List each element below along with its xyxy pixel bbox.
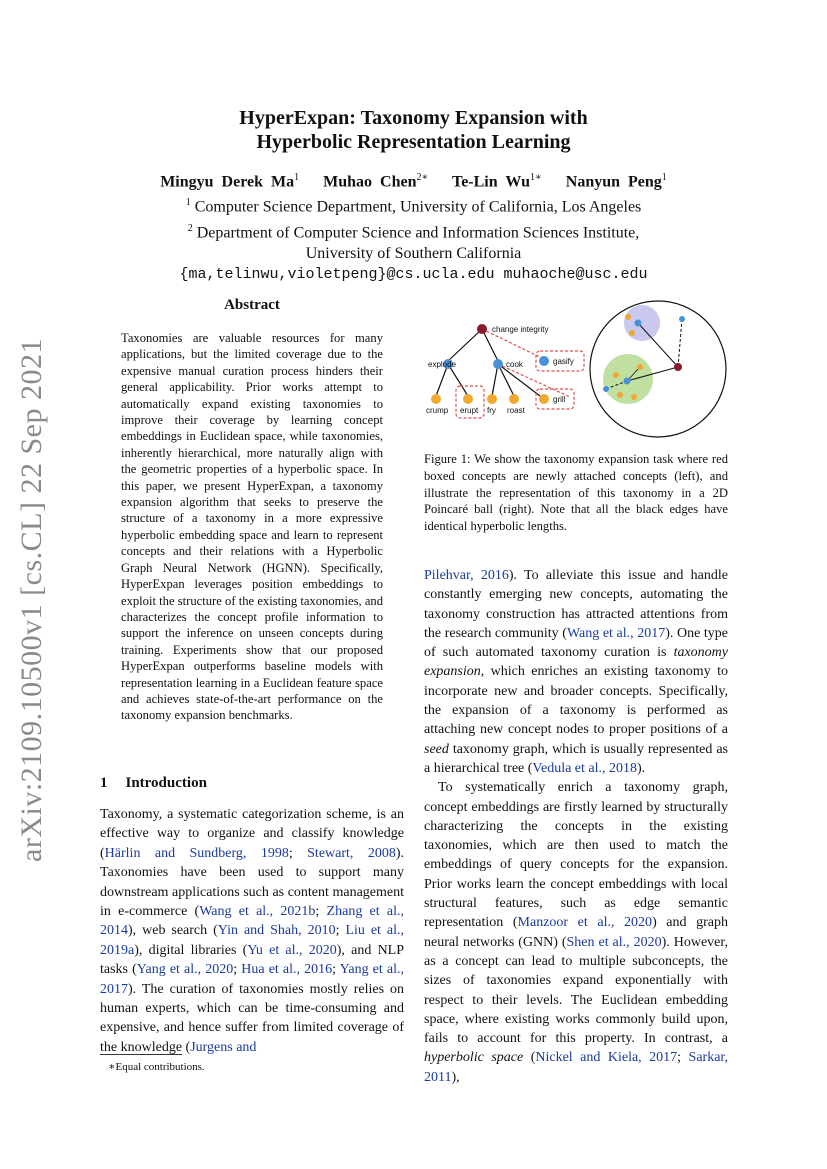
- label-root: change integrity: [492, 325, 549, 334]
- author-3: Te-Lin Wu: [452, 173, 530, 191]
- emphasis: seed: [424, 741, 449, 757]
- intro-text: ). Taxonomies have been used to support many downstream applications such as content management in e-commerce (: [100, 845, 404, 920]
- section-title: Introduction: [125, 775, 207, 791]
- citation-link[interactable]: Wang et al., 2021b: [199, 904, 316, 920]
- emphasis: hyperbolic space: [424, 1050, 524, 1066]
- body-text: ;: [677, 1050, 689, 1066]
- author-1: Mingyu Derek Ma: [160, 173, 295, 191]
- citation-link[interactable]: Yu et al., 2020: [247, 942, 337, 958]
- citation-link[interactable]: Yin and Shah, 2010: [217, 923, 336, 939]
- body-text: ) and graph neural networks (GNN) (: [424, 915, 728, 950]
- new-edges: [456, 329, 584, 418]
- ball-root-node: [674, 363, 682, 371]
- intro-text: ), digital libraries (: [134, 942, 248, 958]
- body-text: ). One type of such automated taxonomy curation is: [424, 625, 729, 661]
- abstract-heading: Abstract: [224, 297, 280, 313]
- ball-leaf: [631, 394, 637, 400]
- author-emails: {ma,telinwu,violetpeng}@cs.ucla.edu muhaoche@usc.edu: [179, 265, 648, 283]
- intro-text: Taxonomy, a systematic categorization scheme, is an effective way to organize and classify knowledge (: [100, 807, 404, 861]
- intro-text: ;: [288, 845, 308, 861]
- author-4-sup: 1: [661, 172, 667, 183]
- body-text: ).: [637, 760, 646, 776]
- poincare-ball: [590, 301, 726, 437]
- ball-node: [624, 378, 631, 385]
- label-gasify: gasify: [553, 357, 574, 366]
- emphasis: taxonomy expansion: [424, 645, 728, 680]
- root-node: [477, 324, 487, 334]
- citation-link[interactable]: Stewart, 2008: [307, 845, 396, 861]
- citation-link[interactable]: Hua et al., 2016: [241, 962, 333, 978]
- body-text: taxonomy graph, which is usually represented as a hierarchical tree (: [424, 741, 728, 776]
- node-grill: [539, 394, 549, 404]
- right-paragraph-2: [424, 778, 728, 1087]
- intro-text: ). The curation of taxonomies mostly relies on human experts, which can be time-consuming and expensive, and hence suffer from limited coverage of the knowledge (: [100, 981, 404, 1055]
- body-text: ). To alleviate this issue and handle constantly emerging new concepts, automating the taxonomy construction has attracted attentions from the research community (: [424, 568, 728, 641]
- label-erupt: erupt: [460, 406, 479, 415]
- arxiv-identifier: [4, 338, 60, 862]
- citation-link[interactable]: Härlin and Sundberg, 1998: [104, 845, 289, 861]
- figure-caption: Figure 1: We show the taxonomy expansion task where red boxed concepts are newly attached concepts (left), and illustrate the representation of this taxonomy in a 2D Poincaré ball (right). Note that all the black edges have identical hyperbolic lengths.: [424, 452, 728, 534]
- ball-leaf: [625, 314, 631, 320]
- intro-paragraph: [100, 805, 404, 1057]
- intro-text: ;: [332, 962, 340, 978]
- taxonomy-figure: [420, 295, 730, 445]
- section-number: 1: [100, 775, 108, 791]
- section-heading: [100, 775, 225, 792]
- intro-text: ;: [335, 923, 346, 939]
- label-fry: fry: [487, 406, 496, 415]
- node-gasify: [539, 356, 549, 366]
- node-crump: [431, 394, 441, 404]
- right-paragraph-1: [424, 566, 728, 778]
- citation-link[interactable]: Pilehvar, 2016: [424, 568, 509, 583]
- body-text: (: [523, 1050, 536, 1066]
- arxiv-id-text: arXiv:2109.10500v1 [cs.CL] 22 Sep 2021: [15, 338, 48, 862]
- ball-node: [635, 320, 642, 327]
- ball-leaf: [637, 364, 643, 370]
- body-text: ),: [451, 1069, 460, 1085]
- label-crump: crump: [426, 406, 449, 415]
- citation-link[interactable]: Zhang et al., 2014: [100, 904, 404, 939]
- node-erupt: [463, 394, 473, 404]
- ball-node: [679, 316, 685, 322]
- citation-link[interactable]: Wang et al., 2017: [566, 625, 666, 641]
- citation-link[interactable]: Yang et al., 2017: [100, 962, 404, 997]
- intro-text: ;: [233, 962, 242, 978]
- affiliation-1-sup: 1: [185, 197, 191, 209]
- intro-text: ;: [315, 904, 327, 920]
- body-text: ). However, as a concept can lead to multiple subconcepts, the sizes of taxonomies expand exponentially with respect to their levels. The Euclidean embedding space, where existing works commonly build upon, fails to account for this property. In contrast, a: [424, 934, 728, 1047]
- affiliation-2-university: University of Southern California: [305, 244, 522, 262]
- abstract-body: Taxonomies are valuable resources for many applications, but the limited coverage due to the expensive manual curation process hinders their general applicability. Prior works attempt to automatically expand existing taxonomies to improve their coverage by learning concept embeddings in Euclidean space, while taxonomies, inherently hierarchical, more naturally align with the geometric properties of a hyperbolic space. In this paper, we present HyperExpan, a taxonomy expansion algorithm that seeks to preserve the structure of a taxonomy in a more expressive hyperbolic embedding space and learn to represent concepts and their relations with a Hyperbolic Graph Neural Network (HGNN). Specifically, HyperExpan leverages position embeddings to exploit the structure of the existing taxonomies, and characterizes the concept profile information to support the inference on unseen concepts during training. Experiments show that our proposed HyperExpan outperforms baseline models with representation learning in a Euclidean feature space and achieves state-of-the-art performance on the taxonomy expansion benchmarks.: [121, 331, 383, 723]
- affiliation-2-text: Department of Computer Science and Information Sciences Institute,: [196, 223, 640, 241]
- author-names: [100, 167, 727, 192]
- author-2: Muhao Chen: [323, 173, 417, 191]
- body-text: , which enriches an existing taxonomy to incorporate new and broader concepts. Specifically, the expansion of a taxonomy is performed as attaching new concept nodes to proper positions of a: [424, 664, 728, 738]
- footnote-rule: [100, 1054, 182, 1055]
- paper-title: [100, 106, 727, 154]
- footnote: ∗Equal contributions.: [108, 1061, 205, 1073]
- title-line-2: Hyperbolic Representation Learning: [256, 131, 571, 153]
- label-explode: explode: [428, 360, 457, 369]
- citation-link[interactable]: Jurgens and: [190, 1039, 257, 1055]
- label-cook: cook: [506, 360, 523, 369]
- citation-link[interactable]: Nickel and Kiela, 2017: [535, 1050, 678, 1066]
- ball-leaf: [617, 392, 623, 398]
- author-block: [100, 167, 727, 285]
- citation-link[interactable]: Yang et al., 2020: [136, 962, 234, 978]
- node-roast: [509, 394, 519, 404]
- citation-link[interactable]: Manzoor et al., 2020: [517, 915, 653, 931]
- citation-link[interactable]: Liu et al., 2019a: [100, 923, 404, 958]
- title-line-1: HyperExpan: Taxonomy Expansion with: [239, 107, 588, 129]
- ball-leaf: [629, 330, 635, 336]
- author-3-sup: 1∗: [529, 172, 542, 183]
- affiliation-1: [100, 192, 727, 217]
- label-grill: grill: [553, 395, 566, 404]
- ball-node: [603, 386, 609, 392]
- label-roast: roast: [507, 406, 525, 415]
- citation-link[interactable]: Shen et al., 2020: [566, 934, 662, 950]
- node-cook: [493, 359, 503, 369]
- node-fry: [487, 394, 497, 404]
- body-text: To systematically enrich a taxonomy graph, concept embeddings are firstly learned by structurally characterizing the concepts in the existing taxonomies, which are then used to match the embeddings of query concepts for the expansion. Prior works learn the concept embeddings with local structural features, such as edge semantic representation (: [424, 780, 728, 931]
- intro-text: ), web search (: [128, 923, 218, 939]
- citation-link[interactable]: Sarkar, 2011: [424, 1050, 729, 1085]
- cluster-purple: [624, 305, 660, 341]
- affiliation-1-text: Computer Science Department, University of California, Los Angeles: [194, 198, 642, 216]
- right-column-text: [424, 566, 728, 1087]
- author-1-sup: 1: [294, 172, 300, 183]
- ball-leaf: [613, 372, 619, 378]
- citation-link[interactable]: Vedula et al., 2018: [532, 760, 638, 776]
- affiliation-2-sup: 2: [187, 222, 193, 234]
- edge: [448, 329, 482, 361]
- affiliation-2: [100, 218, 727, 243]
- author-2-sup: 2∗: [416, 172, 429, 183]
- author-4: Nanyun Peng: [565, 173, 662, 191]
- intro-text: ), and NLP tasks (: [100, 942, 405, 978]
